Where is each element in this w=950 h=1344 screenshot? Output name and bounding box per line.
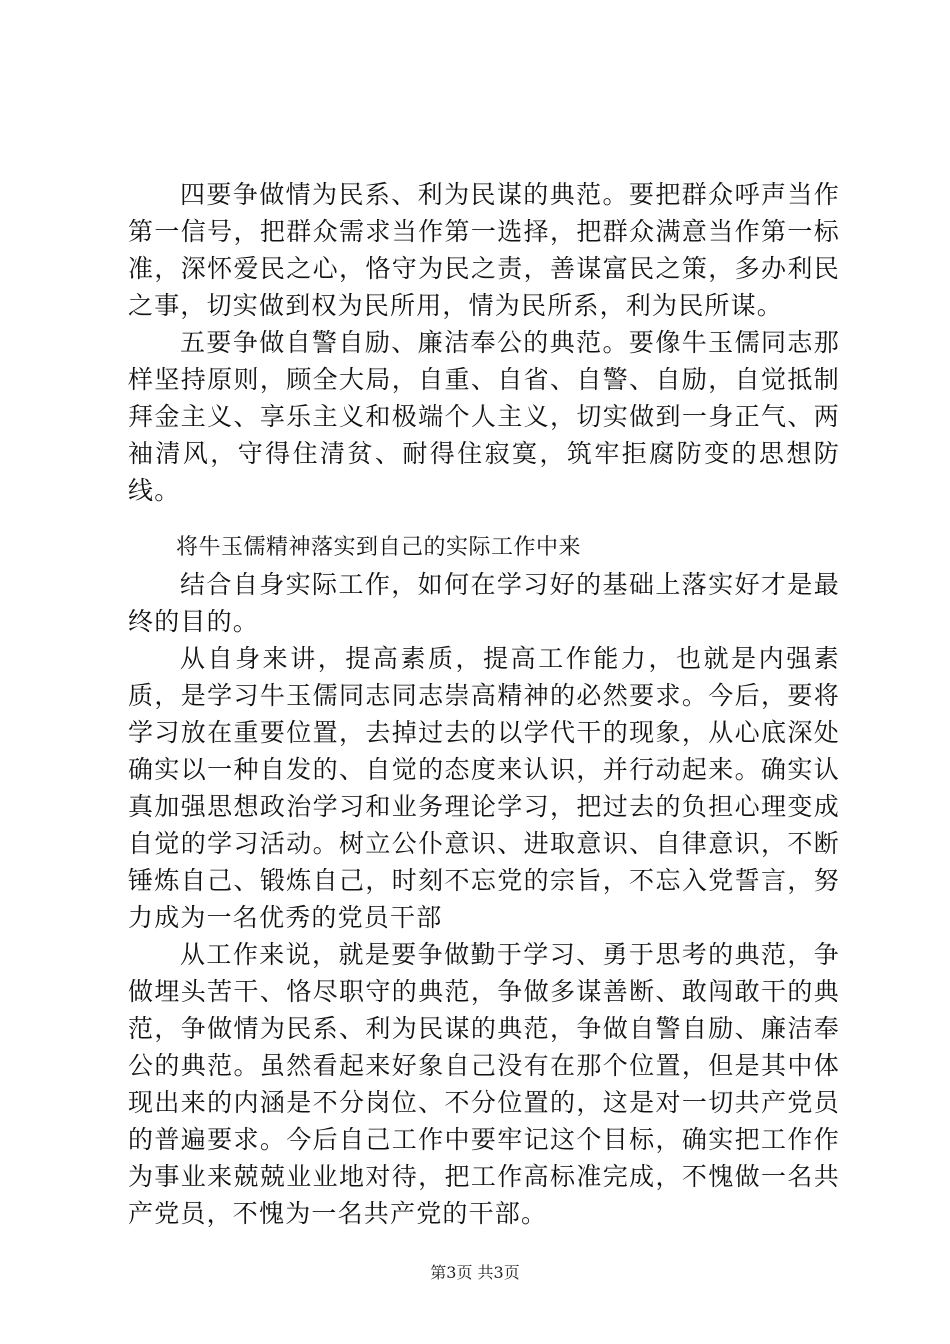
section-heading: 将牛玉儒精神落实到自己的实际工作中来 [176,535,582,560]
paragraph-five: 五要争做自警自励、廉洁奉公的典范。要像牛玉儒同志那样坚持原则，顾全大局，自重、自省、自警、自励，自觉抵制拜金主义、享乐主义和极端个人主义，切实做到一身正气、两袖清风，守得住清贫、耐得住寂寞，筑牢拒腐防变的思想防线。 [128,328,840,505]
document-body [128,176,840,1232]
paragraph-work: 从工作来说，就是要争做勤于学习、勇于思考的典范，争做埋头苦干、恪尽职守的典范，争做多谋善断、敢闯敢干的典范，争做情为民系、利为民谋的典范，争做自警自励、廉洁奉公的典范。虽然看起来好象自己没有在那个位置，但是其中体现出来的内涵是不分岗位、不分位置的，这是对一切共产党员的普遍要求。今后自己工作中要牢记这个目标，确实把工作作为事业来兢兢业业地对待，把工作高标准完成，不愧做一名共产党员，不愧为一名共产党的干部。 [128,940,840,1228]
paragraph-self: 从自身来讲，提高素质，提高工作能力，也就是内强素质，是学习牛玉儒同志同志崇高精神的必然要求。今后，要将学习放在重要位置，去掉过去的以学代干的现象，从心底深处确实以一种自发的、自觉的态度来认识，并行动起来。确实认真加强思想政治学习和业务理论学习，把过去的负担心理变成自觉的学习活动。树立公仆意识、进取意识、自律意识，不断锤炼自己、锻炼自己，时刻不忘党的宗旨，不忘入党誓言，努力成为一名优秀的党员干部 [128,644,840,932]
page-number-footer: 第3页 共3页 [430,1263,520,1282]
paragraph-four: 四要争做情为民系、利为民谋的典范。要把群众呼声当作第一信号，把群众需求当作第一选择，把群众满意当作第一标准，深怀爱民之心，恪守为民之责，善谋富民之策，多办利民之事，切实做到权为民所用，情为民所系，利为民所谋。 [128,180,840,320]
paragraph-intro: 结合自身实际工作，如何在学习好的基础上落实好才是最终的目的。 [128,570,840,636]
paragraph-gap [128,509,840,529]
